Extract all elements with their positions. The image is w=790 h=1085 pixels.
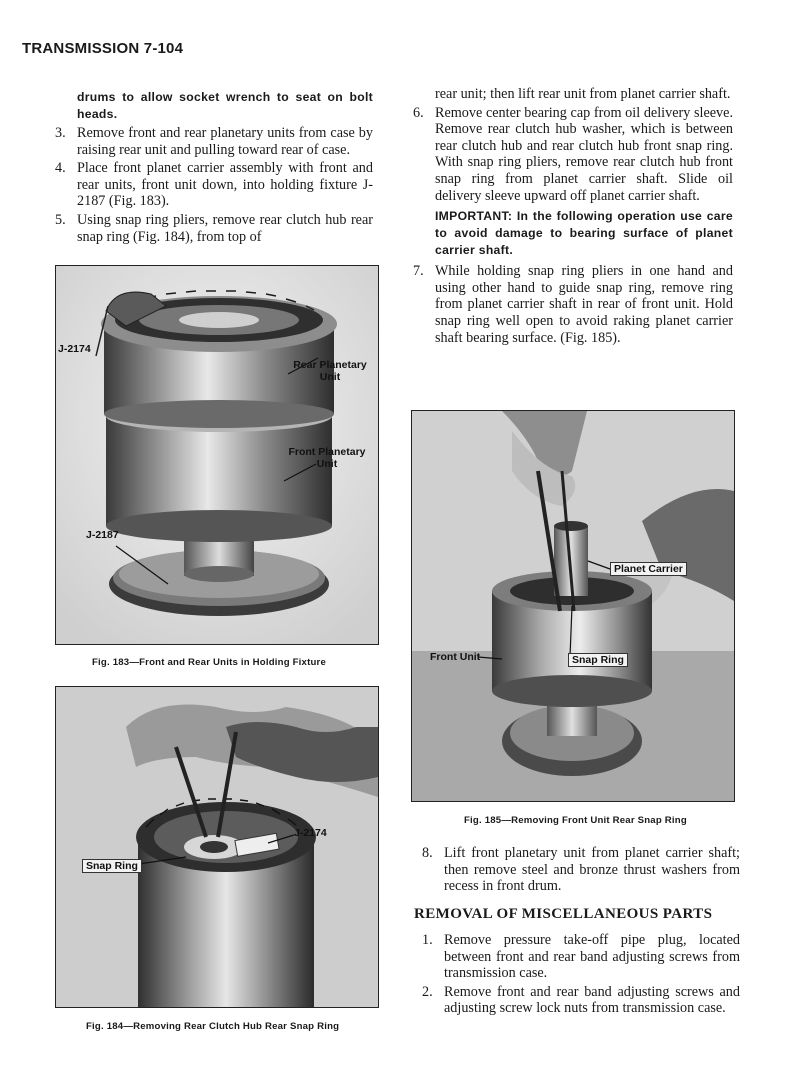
list-item xyxy=(55,125,373,158)
figure-183-photo xyxy=(55,265,379,645)
list-item xyxy=(55,212,373,245)
item-text: Remove center bearing cap from oil delivery sleeve. Remove rear clutch hub washer, which is between rear clutch hub and rear clutch hub front snap ring. With snap ring pliers, remove rear clutch hub front snap ring from planet carrier shaft. Slide oil delivery sleeve upward off planet carrier shaft. xyxy=(435,104,733,204)
misc-parts-list xyxy=(422,932,740,1019)
item-number: 7. xyxy=(413,263,424,280)
lead-text: drums to allow socket wrench to seat on bolt heads. xyxy=(77,90,373,121)
item-text: Remove front and rear band adjusting screws and adjusting screw lock nuts from transmission case. xyxy=(444,983,740,1017)
page-header: TRANSMISSION 7-104 xyxy=(22,40,184,57)
list-item xyxy=(422,845,740,895)
item-number: 4. xyxy=(55,160,66,177)
right-column-text-top xyxy=(413,86,733,348)
item-number: 6. xyxy=(413,104,424,121)
callout-front-planetary-unit: Front Planetary Unit xyxy=(288,446,366,470)
figure-185-caption: Fig. 185—Removing Front Unit Rear Snap Ring xyxy=(464,815,687,826)
item-number: 1. xyxy=(422,932,433,948)
list-item xyxy=(413,105,733,205)
item-text: Lift front planetary unit from planet carrier shaft; then remove steel and bronze thrust washers from recess in front drum. xyxy=(444,845,740,895)
figure-184-photo xyxy=(55,686,379,1008)
right-column-text-bottom xyxy=(422,845,740,897)
list-item xyxy=(413,263,733,346)
callout-j2174-fig184: J-2174 xyxy=(294,827,327,839)
item-number: 3. xyxy=(55,125,66,141)
figure-185-photo xyxy=(411,410,735,802)
figure-184-caption: Fig. 184—Removing Rear Clutch Hub Rear Snap Ring xyxy=(86,1021,340,1032)
list-item xyxy=(55,160,373,210)
item-text: Remove front and rear planetary units from case by raising rear unit and pulling toward rear of case. xyxy=(77,125,373,158)
callout-rear-planetary-unit: Rear Planetary Unit xyxy=(293,359,367,383)
item-text: Place front planet carrier assembly with front and rear units, front unit down, into holding fixture J-2187 (Fig. 183). xyxy=(77,160,373,210)
item-text: Remove pressure take-off pipe plug, located between front and rear band adjusting screws from transmission case. xyxy=(444,932,740,982)
figure-183-caption: Fig. 183—Front and Rear Units in Holding Fixture xyxy=(92,657,327,668)
left-column-text xyxy=(55,89,373,247)
list-item xyxy=(422,932,740,982)
section-heading: REMOVAL OF MISCELLANEOUS PARTS xyxy=(414,906,713,922)
important-note: IMPORTANT: In the following operation use care to avoid damage to bearing surface of planet carrier shaft. xyxy=(435,209,733,258)
item-number: 2. xyxy=(422,983,433,1000)
callout-front-unit: Front Unit xyxy=(430,651,481,663)
callout-j2187: J-2187 xyxy=(86,529,119,541)
item-number: 8. xyxy=(422,845,433,861)
item-number: 5. xyxy=(55,211,66,228)
item-text: While holding snap ring pliers in one hand and using other hand to guide snap ring, remove ring from planet carrier shaft in rear of front unit. Hold snap ring well open to avoid raking planet carrier shaft bearing surface. (Fig. 185). xyxy=(435,263,733,346)
item-text: Using snap ring pliers, remove rear clutch hub rear snap ring (Fig. 184), from top of xyxy=(77,211,373,245)
snap-ring-removal-illustration xyxy=(56,687,378,1007)
callout-planet-carrier: Planet Carrier xyxy=(610,562,687,576)
callout-snap-ring-fig185: Snap Ring xyxy=(568,653,628,667)
front-unit-snap-ring-illustration xyxy=(412,411,734,801)
callout-j2174: J-2174 xyxy=(58,343,91,355)
callout-snap-ring-fig184: Snap Ring xyxy=(82,859,142,873)
continuation-text: rear unit; then lift rear unit from planet carrier shaft. xyxy=(435,86,731,102)
list-item xyxy=(422,984,740,1017)
